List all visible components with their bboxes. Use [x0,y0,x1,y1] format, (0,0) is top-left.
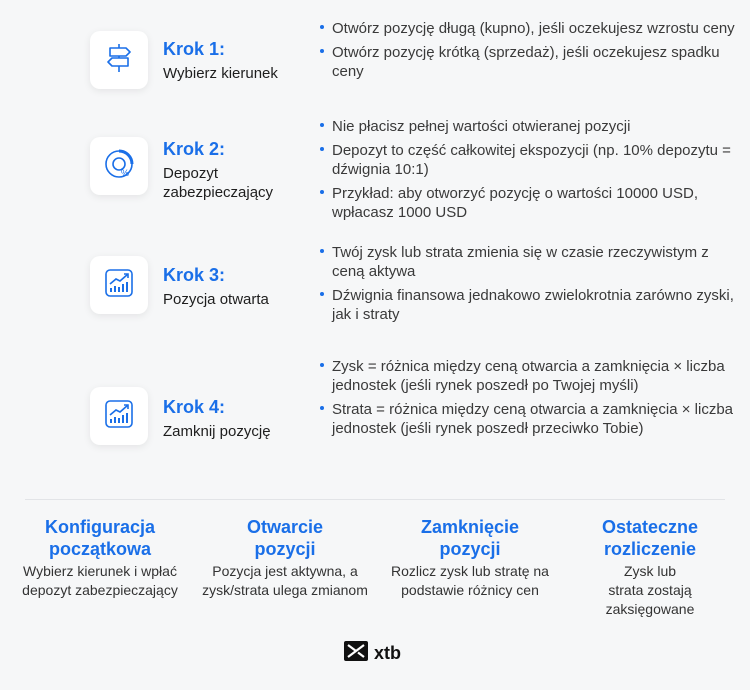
list-item: Strata = różnica między ceną otwarcia a zamknięcia × liczba jednostek (jeśli rynek poszedł przeciwko Tobie) [318,400,738,438]
xtb-logo [344,641,401,666]
divider [25,499,725,500]
step-2-title: Krok 2: [163,139,226,159]
list-item: Twój zysk lub strata zmienia się w czasie rzeczywistym z ceną aktywa [318,243,738,281]
list-item: Otwórz pozycję długą (kupno), jeśli oczekujesz wzrostu ceny [318,19,738,38]
growth-chart-icon [102,397,136,436]
step-2-icon-box [90,137,148,195]
step-2-bullets [318,117,738,227]
step-3-icon-box [90,256,148,314]
list-item: Dźwignia finansowa jednakowo zwielokrotnia zarówno zyski, jak i straty [318,286,738,324]
step-1-bullets [318,19,738,86]
step-1-subtitle: Wybierz kierunek [163,65,278,82]
list-item: Nie płacisz pełnej wartości otwieranej pozycji [318,117,738,136]
xtb-logo-text: xtb [374,643,401,663]
xtb-logo-icon [344,641,368,666]
step-3-subtitle: Pozycja otwarta [163,291,269,308]
summary-item-3 [380,516,560,600]
step-4-bullets [318,357,738,443]
step-1-icon-box [90,31,148,89]
step-3-bullets [318,243,738,329]
summary-item-1 [10,516,190,600]
summary-title: Ostateczne rozliczenie [601,517,699,559]
step-4-subtitle: Zamknij pozycję [163,423,271,440]
summary-title: Zamknięcie pozycji [420,517,520,559]
list-item: Przykład: aby otworzyć pozycję o wartości 10000 USD, wpłacasz 1000 USD [318,184,738,222]
summary-desc: Wybierz kierunek i wpłać depozyt zabezpieczający [22,563,178,598]
summary-desc: Pozycja jest aktywna, a zysk/strata ulega zmianom [202,563,368,598]
summary-item-4 [560,516,740,619]
growth-chart-icon [102,266,136,305]
step-4-icon-box [90,387,148,445]
list-item: Zysk = różnica między ceną otwarcia a zamknięcia × liczba jednostek (jeśli rynek poszedł po Twojej myśli) [318,357,738,395]
percent-circle-icon [101,146,137,187]
step-4-title: Krok 4: [163,397,226,417]
step-2-subtitle: Depozyt zabezpieczający [163,165,274,201]
summary-desc: Rozlicz zysk lub stratę na podstawie różnicy cen [391,563,549,598]
summary-item-2 [195,516,375,600]
step-1-title: Krok 1: [163,39,226,59]
summary-title: Otwarcie pozycji [246,517,324,559]
step-3-title: Krok 3: [163,265,226,285]
svg-text:%: % [121,167,130,178]
summary-title: Konfiguracja początkowa [44,517,155,559]
summary-desc: Zysk lub strata zostają zaksięgowane [605,563,695,617]
list-item: Depozyt to część całkowitej ekspozycji (np. 10% depozytu = dźwignia 10:1) [318,141,738,179]
signpost-icon [102,41,136,80]
list-item: Otwórz pozycję krótką (sprzedaż), jeśli oczekujesz spadku ceny [318,43,738,81]
